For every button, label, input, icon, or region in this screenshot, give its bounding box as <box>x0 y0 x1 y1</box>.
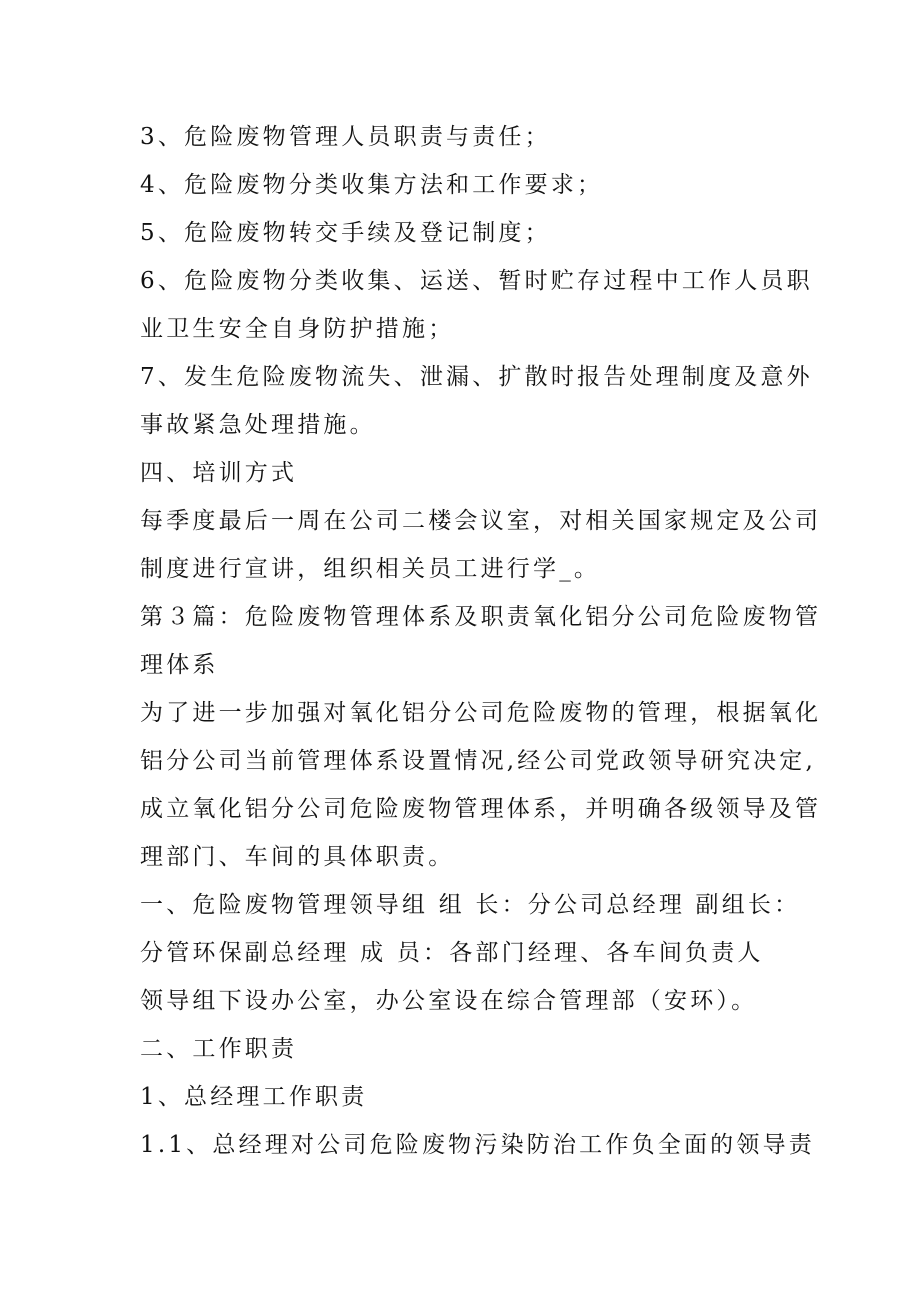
paragraph-intro-line-2: 铝分公司当前管理体系设置情况,经公司党政领导研究决定, <box>140 748 817 774</box>
list-item-4: 4、危险废物分类收集方法和工作要求； <box>140 172 604 198</box>
leadership-members: 分管环保副总经理 成 员：各部门经理、各车间负责人 <box>140 940 764 966</box>
paragraph-intro-line-1: 为了进一步加强对氧化铝分公司危险废物的管理，根据氧化 <box>140 700 822 726</box>
list-item-6-line-2: 业卫生安全自身防护措施； <box>140 316 455 342</box>
list-item-5: 5、危险废物转交手续及登记制度； <box>140 220 551 246</box>
subheading-gm-duties: 1、总经理工作职责 <box>140 1084 368 1110</box>
list-item-6-line-1: 6、危险废物分类收集、运送、暂时贮存过程中工作人员职 <box>140 268 813 294</box>
section-heading-leadership-group: 一、危险废物管理领导组 组 长：分公司总经理 副组长： <box>140 892 801 918</box>
article-title-line-2: 理体系 <box>140 652 219 678</box>
paragraph-intro-line-3: 成立氧化铝分公司危险废物管理体系，并明确各级领导及管 <box>140 796 822 822</box>
list-item-7-line-1: 7、发生危险废物流失、泄漏、扩散时报告处理制度及意外 <box>140 364 813 390</box>
section-heading-training-method: 四、培训方式 <box>140 460 298 486</box>
paragraph-training-line-1: 每季度最后一周在公司二楼会议室，对相关国家规定及公司 <box>140 508 822 534</box>
paragraph-training-line-2: 制度进行宣讲，组织相关员工进行学_。 <box>140 556 601 582</box>
list-item-7-line-2: 事故紧急处理措施。 <box>140 412 376 438</box>
gm-duty-1-1: 1.1、总经理对公司危险废物污染防治工作负全面的领导责 <box>140 1132 815 1158</box>
paragraph-intro-line-4: 理部门、车间的具体职责。 <box>140 844 455 870</box>
office-setup: 领导组下设办公室，办公室设在综合管理部（安环）。 <box>140 988 758 1014</box>
list-item-3: 3、危险废物管理人员职责与责任； <box>140 124 551 150</box>
document-body <box>140 113 822 1169</box>
section-heading-duties: 二、工作职责 <box>140 1036 298 1062</box>
article-title-line-1: 第３篇：危险废物管理体系及职责氧化铝分公司危险废物管 <box>140 604 822 630</box>
